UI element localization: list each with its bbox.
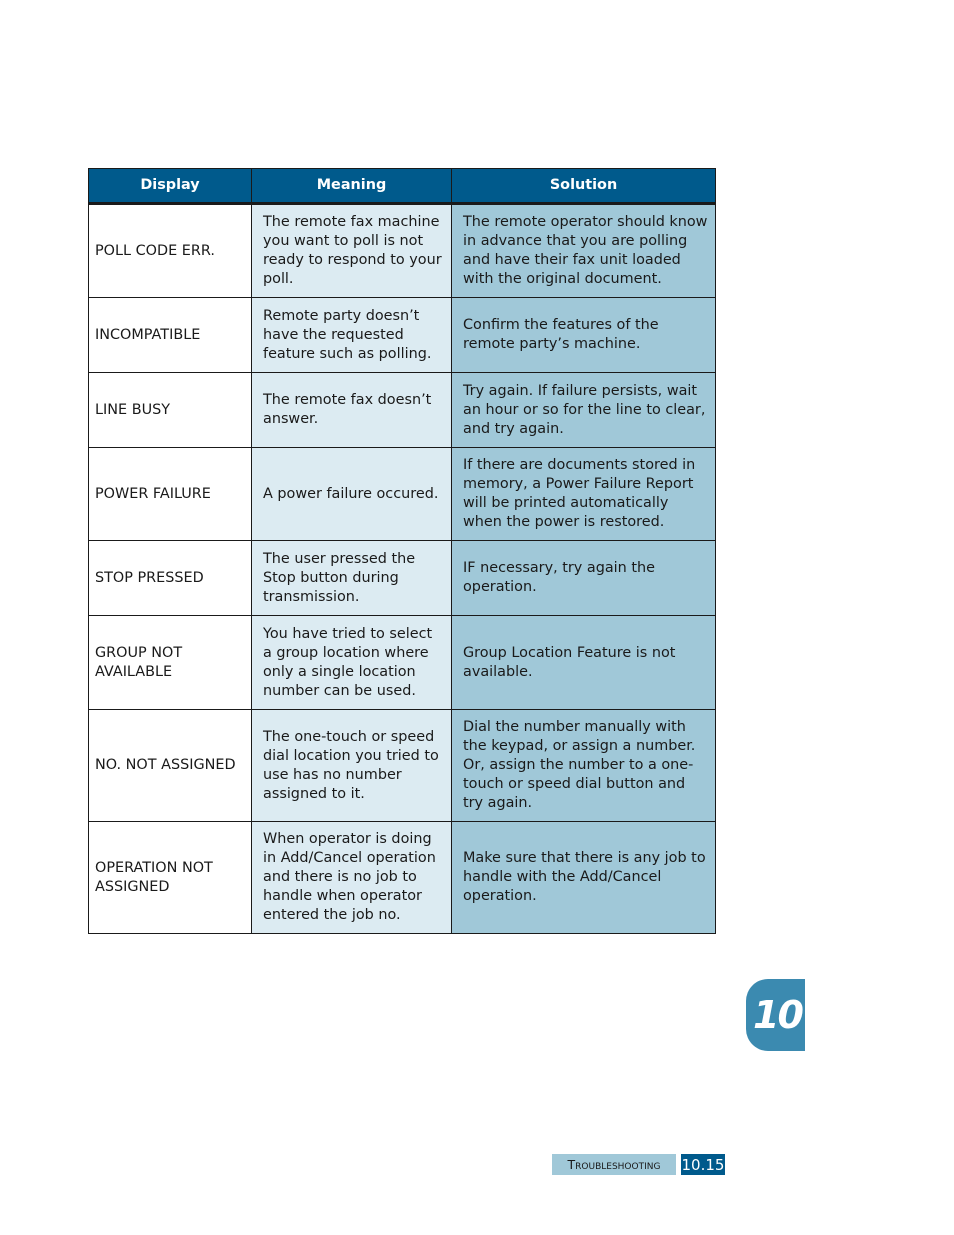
display-cell: NO. NOT ASSIGNED [89,710,252,822]
display-cell: GROUP NOT AVAILABLE [89,616,252,710]
header-solution: Solution [452,169,716,204]
meaning-cell: Remote party doesn’t have the requested feature such as polling. [252,298,452,373]
header-display: Display [89,169,252,204]
table-row [89,204,716,298]
meaning-cell: The one-touch or speed dial location you tried to use has no number assigned to it. [252,710,452,822]
display-cell: STOP PRESSED [89,541,252,616]
solution-cell: If there are documents stored in memory, a Power Failure Report will be printed automatically when the power is restored. [452,448,716,541]
table-row [89,373,716,448]
solution-cell: IF necessary, try again the operation. [452,541,716,616]
header-meaning: Meaning [252,169,452,204]
solution-cell: Confirm the features of the remote party’s machine. [452,298,716,373]
solution-cell: The remote operator should know in advance that you are polling and have their fax unit loaded with the original document. [452,204,716,298]
table-row [89,822,716,934]
solution-cell: Dial the number manually with the keypad, or assign a number. Or, assign the number to a one-touch or speed dial button and try again. [452,710,716,822]
table-row [89,541,716,616]
table-header-row [89,169,716,204]
meaning-cell: A power failure occured. [252,448,452,541]
display-cell: OPERATION NOT ASSIGNED [89,822,252,934]
meaning-cell: When operator is doing in Add/Cancel operation and there is no job to handle when operator entered the job no. [252,822,452,934]
display-cell: POLL CODE ERR. [89,204,252,298]
table-row [89,710,716,822]
solution-cell: Group Location Feature is not available. [452,616,716,710]
solution-cell: Make sure that there is any job to handle with the Add/Cancel operation. [452,822,716,934]
error-message-table [88,168,716,934]
footer-section-label: Troubleshooting [552,1154,676,1175]
display-cell: LINE BUSY [89,373,252,448]
display-cell: POWER FAILURE [89,448,252,541]
table-row [89,298,716,373]
display-cell: INCOMPATIBLE [89,298,252,373]
solution-cell: Try again. If failure persists, wait an hour or so for the line to clear, and try again. [452,373,716,448]
chapter-number: 10 [753,993,802,1037]
table-row [89,448,716,541]
meaning-cell: You have tried to select a group location where only a single location number can be used. [252,616,452,710]
table-row [89,616,716,710]
chapter-tab [746,979,805,1051]
meaning-cell: The remote fax doesn’t answer. [252,373,452,448]
meaning-cell: The user pressed the Stop button during transmission. [252,541,452,616]
footer-page-number: 10.15 [681,1155,725,1174]
meaning-cell: The remote fax machine you want to poll is not ready to respond to your poll. [252,204,452,298]
